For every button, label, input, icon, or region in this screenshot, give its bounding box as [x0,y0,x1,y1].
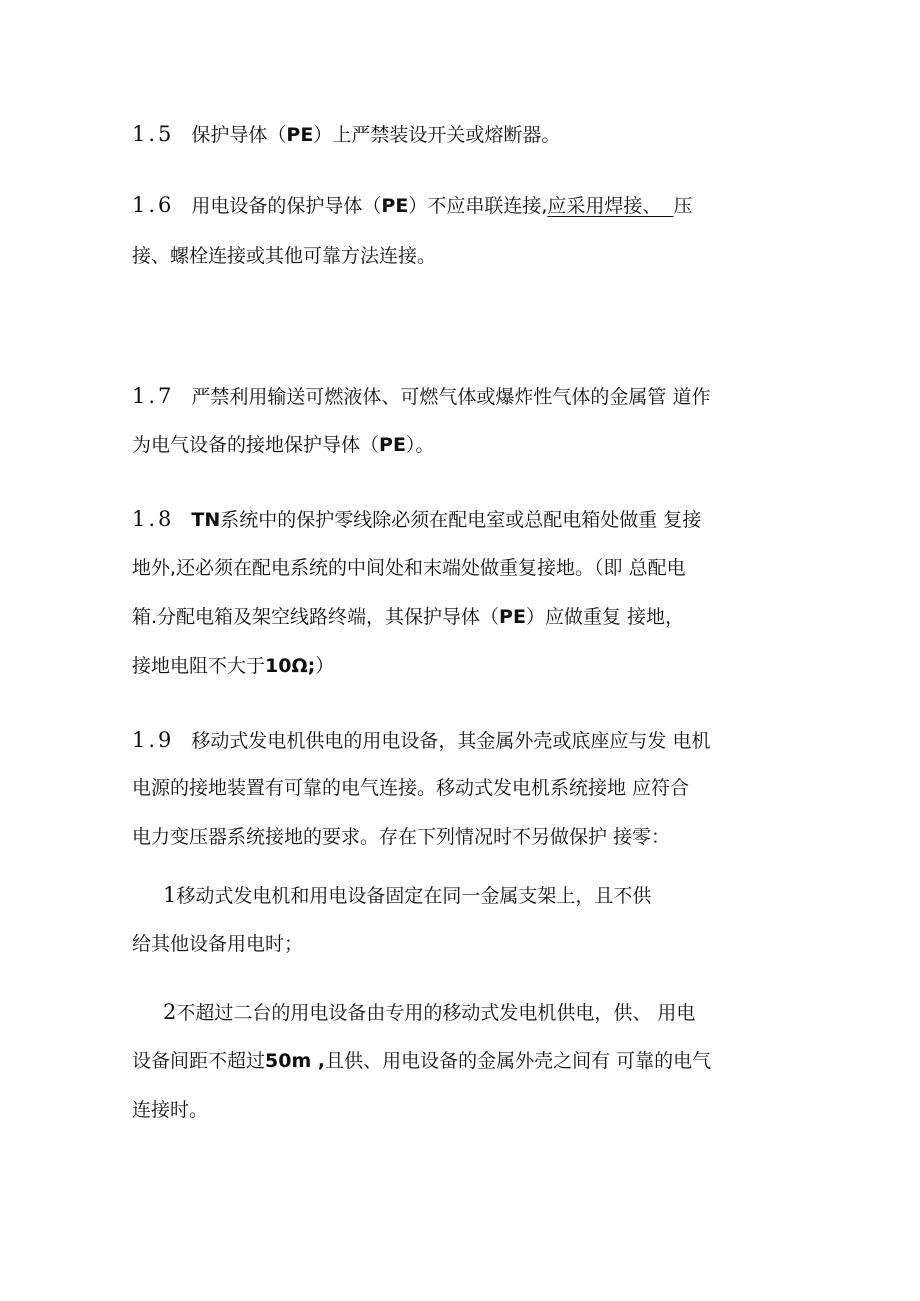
item-2-line-1: 2不超过二台的用电设备由专用的移动式发电机供电，供、 用电 [163,1000,696,1024]
section-1-9-line-1: 1.9 移动式发电机供电的用电设备，其金属外壳或底座应与发 电机 [132,728,711,752]
section-1-8-line-1: 1.8 TN系统中的保护零线除必须在配电室或总配电箱处做重 复接 [132,507,702,531]
section-number: 1.8 [132,507,175,531]
section-1-8-line-2: 地外,还必须在配电系统的中间处和末端处做重复接地。（即 总配电 [132,557,686,579]
section-1-9-line-3: 电力变压器系统接地的要求。存在下列情况时不另做保护 接零： [132,826,671,848]
section-1-6-line-2: 接、螺栓连接或其他可靠方法连接。 [132,245,437,267]
section-1-8-line-4: 接地电阻不大于10Ω;） [132,655,335,677]
section-1-8-line-3: 箱.分配电箱及架空线路终端，其保护导体（PE）应做重复 接地， [132,606,684,628]
section-number: 1.6 [132,193,175,217]
section-number: 1.7 [132,384,175,408]
section-number: 1.9 [132,728,175,752]
item-2-line-2: 设备间距不超过50m ,且供、用电设备的金属外壳之间有 可靠的电气 [132,1050,712,1072]
item-number: 2 [163,1000,177,1024]
item-1-line-2: 给其他设备用电时； [132,933,304,955]
section-1-6-line-1: 1.6 用电设备的保护导体（PE）不应串联连接,应采用焊接、 压 [132,193,693,217]
section-1-7-line-2: 为电气设备的接地保护导体（PE）。 [132,434,435,456]
section-1-5: 1.5 保护导体（PE）上严禁装设开关或熔断器。 [132,122,561,146]
item-number: 1 [163,883,177,907]
section-1-7-line-1: 1.7 严禁利用输送可燃液体、可燃气体或爆炸性气体的金属管 道作 [132,384,711,408]
item-2-line-3: 连接时。 [132,1099,209,1121]
section-1-9-line-2: 电源的接地装置有可靠的电气连接。移动式发电机系统接地 应符合 [132,777,690,799]
section-number: 1.5 [132,122,175,146]
item-1-line-1: 1移动式发电机和用电设备固定在同一金属支架上，且不供 [163,883,652,907]
